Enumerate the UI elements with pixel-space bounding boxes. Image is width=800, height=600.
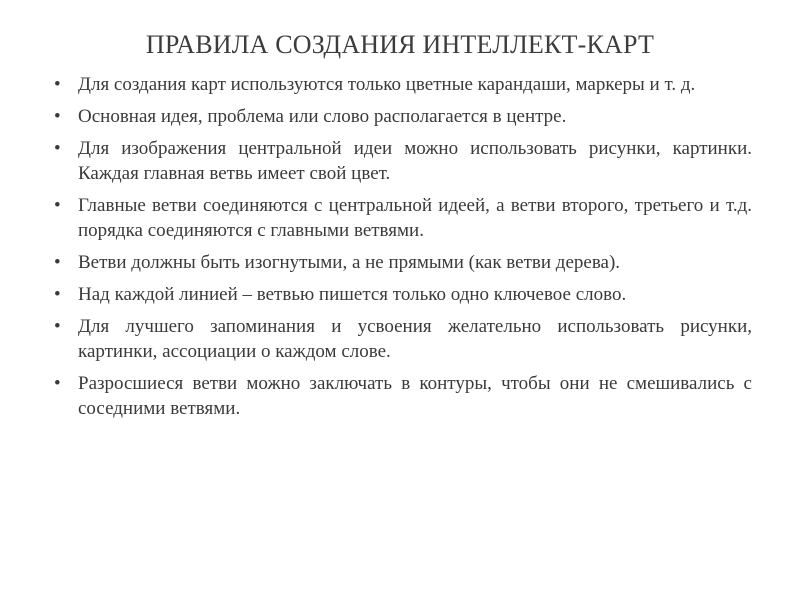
rule-text: Для изображения центральной идеи можно использовать рисунки, картинки. Каждая главная ветвь имеет свой цвет. [78, 138, 752, 184]
rule-item [52, 104, 752, 129]
rule-item [52, 371, 752, 421]
rules-list [52, 72, 752, 428]
bullet-icon: • [54, 74, 61, 95]
rule-text: Над каждой линией – ветвью пишется только одно ключевое слово. [78, 284, 627, 305]
rule-item [52, 250, 752, 275]
slide-title: ПРАВИЛА СОЗДАНИЯ ИНТЕЛЛЕКТ-КАРТ [145, 30, 655, 59]
bullet-icon: • [54, 373, 61, 394]
bullet-icon: • [54, 195, 61, 216]
rule-item [52, 314, 752, 364]
rule-item [52, 72, 752, 97]
rule-text: Для создания карт используются только цветные карандаши, маркеры и т. д. [78, 74, 696, 95]
bullet-icon: • [54, 106, 61, 127]
rule-item [52, 136, 752, 186]
bullet-icon: • [54, 138, 61, 159]
bullet-icon: • [54, 252, 61, 273]
bullet-icon: • [54, 284, 61, 305]
rule-text: Разросшиеся ветви можно заключать в контуры, чтобы они не смешивались с соседними ветвями. [78, 373, 752, 419]
rule-text: Основная идея, проблема или слово располагается в центре. [78, 106, 567, 127]
rule-text: Для лучшего запоминания и усвоения желательно использовать рисунки, картинки, ассоциации о каждом слове. [78, 316, 752, 362]
bullet-icon: • [54, 316, 61, 337]
rule-text: Главные ветви соединяются с центральной идеей, а ветви второго, третьего и т.д. порядка соединяются с главными ветвями. [78, 195, 752, 241]
rule-item [52, 282, 752, 307]
rule-item [52, 193, 752, 243]
rule-text: Ветви должны быть изогнутыми, а не прямыми (как ветви дерева). [78, 252, 621, 273]
